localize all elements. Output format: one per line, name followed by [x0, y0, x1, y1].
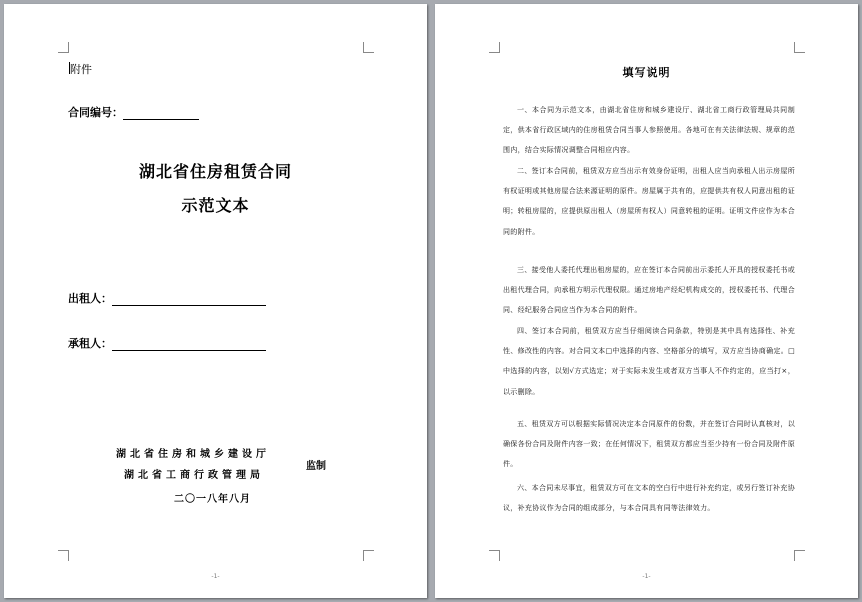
lessor-row[interactable] — [68, 290, 266, 306]
crop-mark-bottom-left — [489, 550, 500, 561]
document-page-1 — [4, 4, 427, 598]
attachment-label[interactable]: 附件 — [70, 63, 92, 76]
crop-mark-bottom-left — [58, 550, 69, 561]
page-number: -1- — [642, 573, 651, 580]
lessee-row[interactable] — [68, 335, 266, 351]
crop-mark-top-left — [489, 42, 500, 53]
crop-mark-top-left — [58, 42, 69, 53]
contract-number-blank[interactable] — [123, 108, 199, 120]
crop-mark-top-right — [363, 42, 374, 53]
contract-number-label: 合同编号： — [68, 106, 123, 119]
instruction-paragraph: 一、本合同为示范文本，由湖北省住房和城乡建设厅、湖北省工商行政管理局共同制定，供本省行政区域内的住房租赁合同当事人参照使用。各地可在有关法律法规、规章的范围内，结合实际情况调整合同相应内容。 — [503, 106, 795, 155]
lessor-label: 出租人： — [68, 292, 112, 305]
instruction-paragraph: 六、本合同未尽事宜，租赁双方可在文本的空白行中进行补充约定，或另行签订补充协议，补充协议作为合同的组成部分，与本合同具有同等法律效力。 — [503, 484, 795, 513]
instruction-paragraph: 五、租赁双方可以根据实际情况决定本合同原件的份数，并在签订合同时认真核对，以确保各份合同及附件内容一致；在任何情况下，租赁双方都应当至少持有一份合同及附件原件。 — [503, 420, 795, 469]
document-page-2 — [435, 4, 858, 598]
crop-mark-top-right — [794, 42, 805, 53]
document-subtitle: 示范文本 — [181, 196, 250, 215]
instruction-paragraph: 二、签订本合同前，租赁双方应当出示有效身份证明，出租人应当向承租人出示房屋所有权证明或其他房屋合法来源证明的原件。房屋属于共有的，应提供共有权人同意出租的证明；转租房屋的，应提供原出租人（房屋所有权人）同意转租的证明。证明文件应作为本合同的附件。 — [503, 167, 795, 236]
issuer-line-1: 湖北省住房和城乡建设厅 — [116, 449, 270, 460]
document-title: 湖北省住房租赁合同 — [138, 162, 292, 181]
page-number: -1- — [211, 573, 220, 580]
instructions-heading: 填写说明 — [622, 66, 671, 79]
contract-number-row[interactable] — [68, 104, 199, 120]
lessor-blank[interactable] — [112, 294, 266, 306]
crop-mark-bottom-right — [794, 550, 805, 561]
instruction-paragraph: 四、签订本合同前，租赁双方应当仔细阅读合同条款，特别是其中具有选择性、补充性、修改性的内容。对合同文本□中选择的内容、空格部分的填写，双方应当协商确定。□中选择的内容，以划√方式选定；对于实际未发生或者双方当事人不作约定的，应当打×，以示删除。 — [503, 327, 795, 396]
lessee-blank[interactable] — [112, 339, 266, 351]
lessee-label: 承租人： — [68, 337, 112, 350]
instruction-paragraph: 三、接受他人委托代理出租房屋的，应在签订本合同前出示委托人开具的授权委托书或出租代理合同，向承租方明示代理权限。通过房地产经纪机构成交的，授权委托书、代理合同、经纪服务合同应当作为本合同的附件。 — [503, 266, 795, 315]
issuer-line-2: 湖北省工商行政管理局 — [124, 470, 264, 481]
issuer-suffix: 监制 — [306, 461, 326, 472]
crop-mark-bottom-right — [363, 550, 374, 561]
document-date: 二〇一八年八月 — [174, 494, 251, 505]
